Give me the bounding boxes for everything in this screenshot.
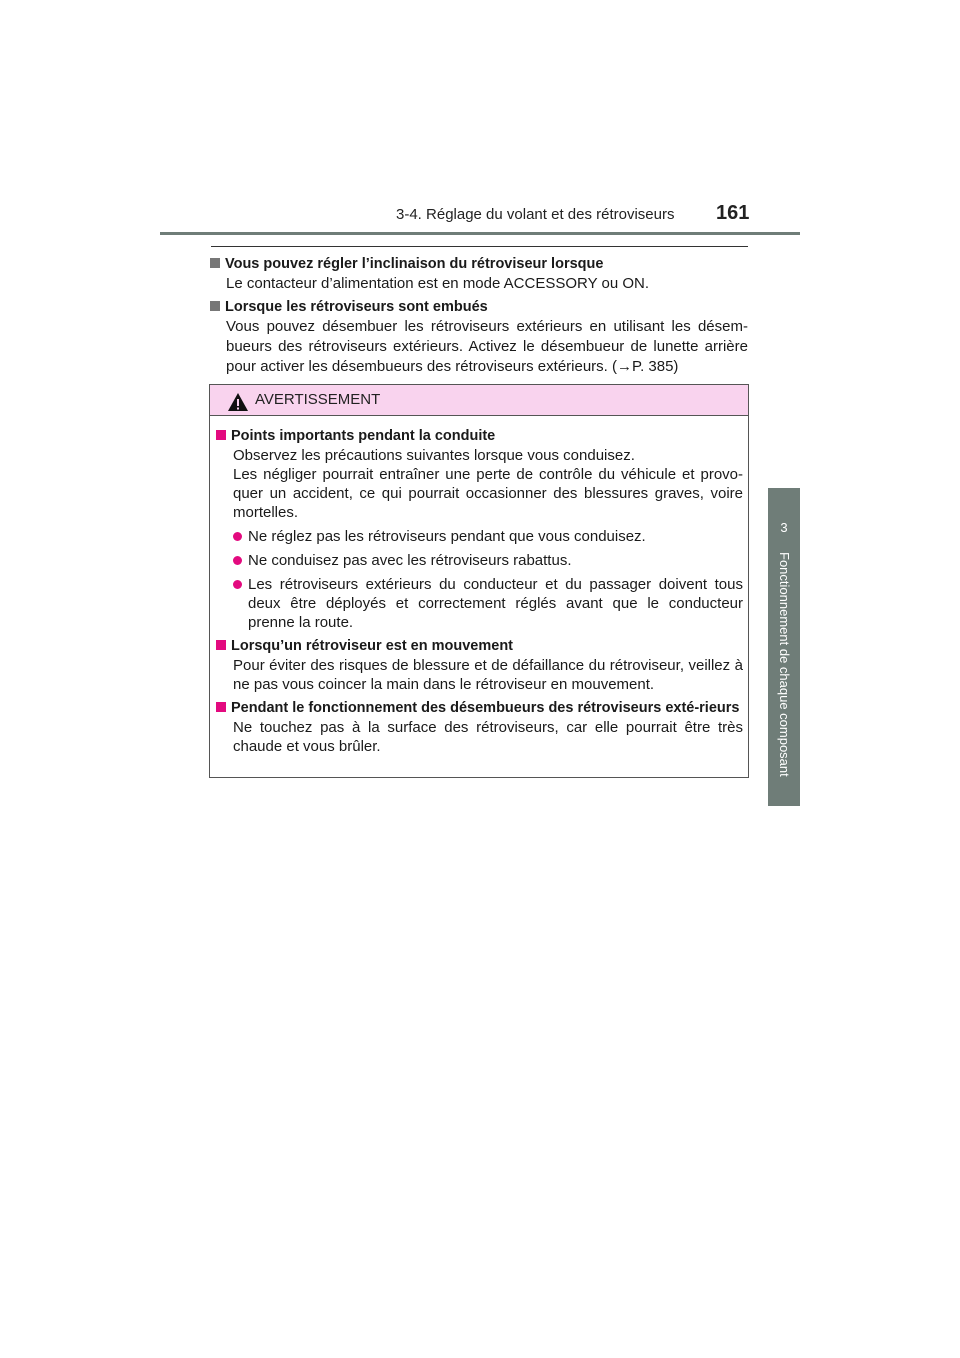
bullet-dot-icon (233, 556, 242, 565)
section-heading: Lorsque les rétroviseurs sont embués (210, 297, 748, 317)
square-bullet-icon (216, 640, 226, 650)
chapter-label: Fonctionnement de chaque composant (777, 552, 792, 777)
warning-header (210, 385, 748, 416)
bullet-dot-icon (233, 532, 242, 541)
warning-bullet: Les rétroviseurs extérieurs du conducteur et du passager doivent tous deux être déployés et correctement réglés avant que le conducteur prenne la route. (216, 575, 743, 632)
bullet-dot-icon (233, 580, 242, 589)
warning-text: Les négliger pourrait entraîner une perte de contrôle du véhicule et provo-quer un accident, ce qui pourrait occasionner des blessures graves, voire mortelles. (233, 466, 743, 521)
warning-triangle-icon (227, 392, 249, 412)
warning-bullet: Ne conduisez pas avec les rétroviseurs rabattus. (216, 551, 743, 570)
square-bullet-icon (210, 258, 220, 268)
warning-bullet: Ne réglez pas les rétroviseurs pendant que vous conduisez. (216, 527, 743, 546)
warning-body (216, 427, 743, 761)
section-heading: Vous pouvez régler l’inclinaison du rétroviseur lorsque (210, 254, 748, 274)
section-text: Vous pouvez désembuer les rétroviseurs extérieurs en utilisant les désem-bueurs des rétroviseurs extérieurs. Activez le désembueur de lunette arrière pour activer les désembueurs des rétroviseurs extérieurs. (→P. 385) (226, 318, 748, 375)
chapter-side-tab (768, 488, 800, 806)
warning-box (209, 384, 749, 778)
page-number: 161 (716, 202, 750, 224)
warning-heading: Pendant le fonctionnement des désembueurs des rétroviseurs exté-rieurs (216, 699, 743, 718)
warning-heading: Lorsqu’un rétroviseur est en mouvement (216, 637, 743, 656)
warning-text: Observez les précautions suivantes lorsque vous conduisez. (233, 447, 635, 464)
warning-text: Pour éviter des risques de blessure et de défaillance du rétroviseur, veillez à ne pas vous coincer la main dans le rétroviseur en mouvement. (233, 657, 743, 693)
section-title: 3-4. Réglage du volant et des rétroviseurs (396, 206, 675, 223)
square-bullet-icon (210, 301, 220, 311)
warning-title: AVERTISSEMENT (255, 391, 381, 408)
main-content (210, 254, 748, 380)
chapter-number: 3 (780, 520, 788, 535)
warning-text: Ne touchez pas à la surface des rétroviseurs, car elle pourrait être très chaude et vous brûler. (233, 719, 743, 755)
warning-heading: Points importants pendant la conduite (216, 427, 743, 446)
square-bullet-icon (216, 702, 226, 712)
header-rule (160, 232, 800, 235)
content-top-rule (211, 246, 748, 247)
section-text: Le contacteur d’alimentation est en mode ACCESSORY ou ON. (226, 275, 650, 292)
square-bullet-icon (216, 430, 226, 440)
